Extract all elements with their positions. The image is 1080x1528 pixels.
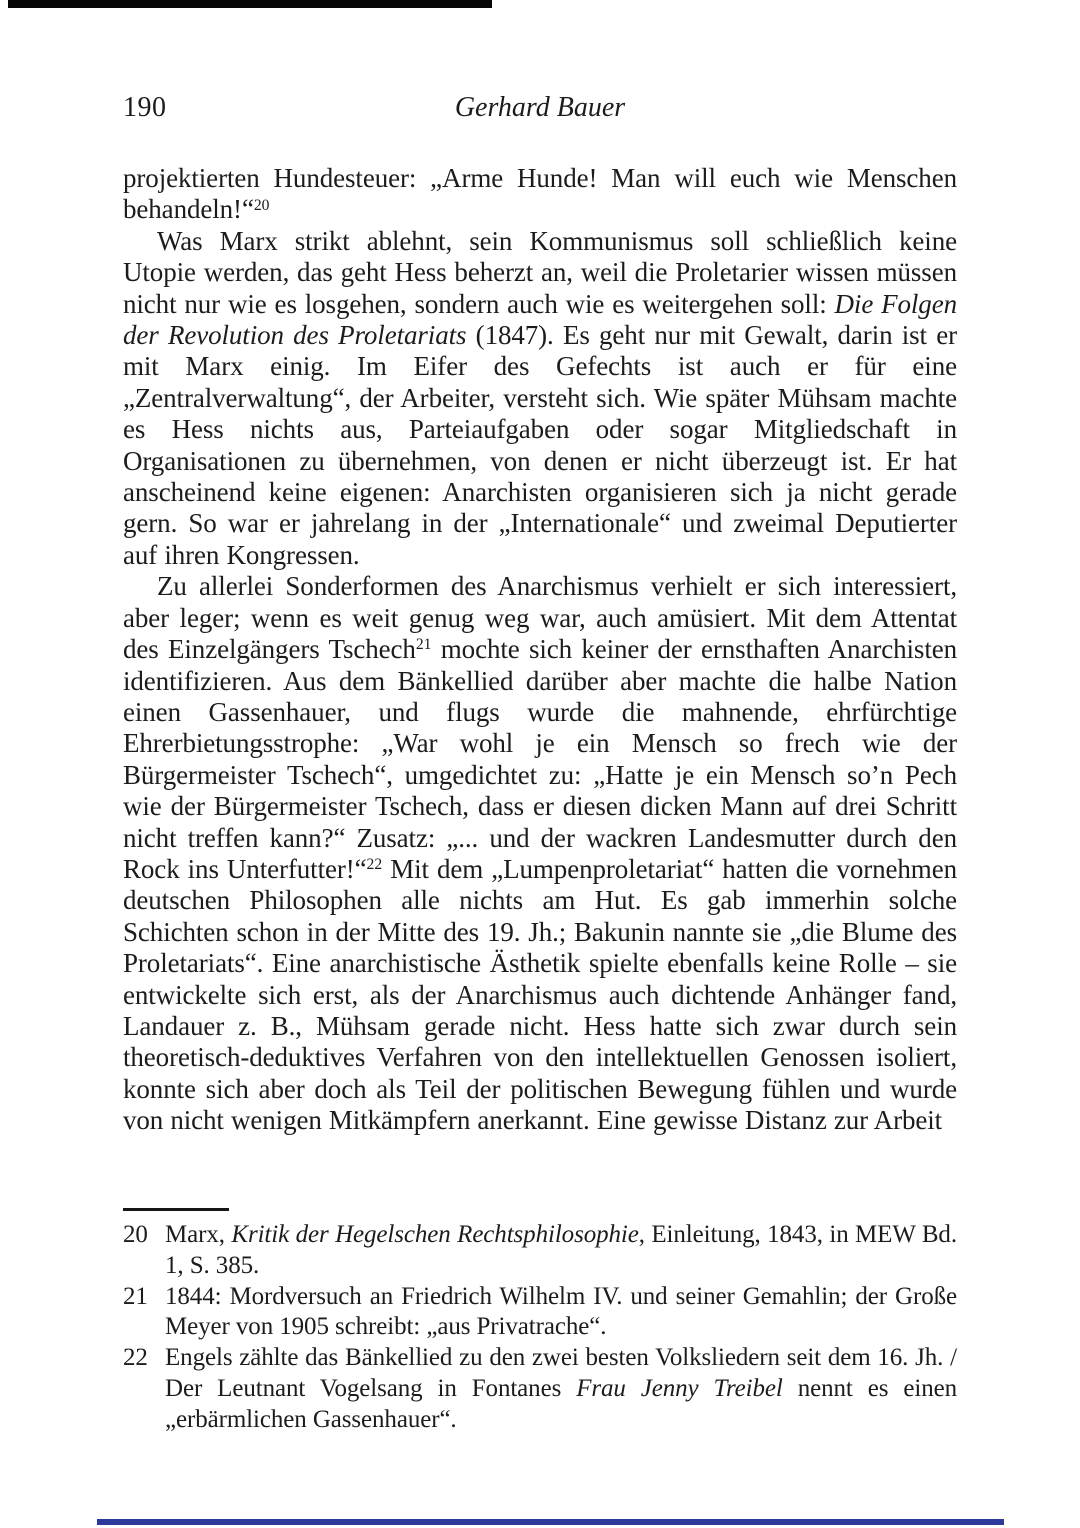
- running-head: Gerhard Bauer: [454, 92, 626, 123]
- footnote-20: [123, 1220, 957, 1282]
- footnotes: [123, 1220, 957, 1436]
- footnote-number: 22: [123, 1344, 148, 1372]
- footnote-text: Marx, Kritik der Hegelschen Rechtsphilosophie, Einleitung, 1843, in MEW Bd. 1, S. 385.: [165, 1221, 957, 1279]
- footnote-separator: [123, 1208, 229, 1211]
- footnote-22: [123, 1343, 957, 1435]
- paragraph-sonderformen: Zu allerlei Sonderformen des Anarchismus verhielt er sich interessiert, aber leger; wenn es weit genug weg war, auch amüsiert. Mit dem Attentat des Einzelgängers Tschech$^{21}$ mochte sich keiner der ernsthaften Anarchisten identifizieren. Aus dem Bänkellied darüber aber machte die halbe Nation einen Gassenhauer, und flugs wurde die mahnende, ehrfürchtige Ehrerbietungsstrophe: „War wohl je ein Mensch so frech wie der Bürgermeister Tschech“, umgedichtet zu: „Hatte je ein Mensch so’n Pech wie der Bürgermeister Tschech, dass er diesen dicken Mann auf drei Schritt nicht treffen kann?“ Zusatz: „... und der wackren Landesmutter durch den Rock ins Unterfutter!“$^{22}$ Mit dem „Lumpenproletariat“ hatten die vornehmen deutschen Philosophen alle nichts am Hut. Es gab immerhin solche Schichten schon in der Mitte des 19. Jh.; Bakunin nannte sie „die Blume des Proletariats“. Eine anarchistische Ästhetik spielte ebenfalls keine Rolle – sie entwickelte sich erst, als der Anarchismus auch dichtende Anhänger fand, Landauer z. B., Mühsam gerade nicht. Hess hatte sich zwar durch sein theoretisch-deduktives Verfahren von den intellektuellen Genossen isoliert, konnte sich aber doch als Teil der politischen Bewegung fühlen und wurde von nicht wenigen Mitkämpfern anerkannt. Eine gewisse Distanz zur Arbeit: [123, 571, 958, 1136]
- footnote-21: [123, 1282, 957, 1344]
- paragraph-marx-kommunismus: Was Marx strikt ablehnt, sein Kommunismus soll schließlich keine Utopie werden, das geht Hess beherzt an, weil die Proletarier wissen müssen nicht nur wie es losgehen, sondern auch wie es weitergehen soll: Die Folgen der Revolution des Proletariats (1847). Es geht nur mit Gewalt, darin ist er mit Marx einig. Im Eifer des Gefechts ist auch er für eine „Zentralverwaltung“, der Arbeiter, versteht sich. Wie später Mühsam machte es Hess nichts aus, Parteiaufgaben oder sogar Mitgliedschaft in Organisationen zu übernehmen, von denen er nicht überzeugt ist. Er hat anscheinend keine eigenen: Anarchisten organisieren sich ja nicht gerade gern. So war er jahrelang in der „Internationale“ und zweimal Deputierter auf ihren Kongressen.: [123, 225, 957, 570]
- footnote-text: Engels zählte das Bänkellied zu den zwei besten Volksliedern seit dem 16. Jh. / Der Leutnant Vogelsang in Fontanes Frau Jenny Treibel nennt es einen „erbärmlichen Gassenhauer“.: [165, 1344, 957, 1433]
- main-text: [123, 163, 957, 1137]
- scan-artifact-top: [8, 0, 492, 8]
- paragraph-continued: projektierten Hundesteuer: „Arme Hunde! Man will euch wie Menschen behandeln!“$^{20}$: [123, 163, 957, 225]
- footnote-number: 21: [123, 1282, 148, 1310]
- page-header: [123, 90, 957, 126]
- scan-artifact-bottom: [97, 1519, 1004, 1525]
- page-number: 190: [123, 92, 167, 123]
- footnote-text: 1844: Mordversuch an Friedrich Wilhelm IV. und seiner Gemahlin; der Große Meyer von 1905 schreibt: „aus Privatrache“.: [165, 1282, 957, 1341]
- footnote-number: 20: [123, 1221, 148, 1248]
